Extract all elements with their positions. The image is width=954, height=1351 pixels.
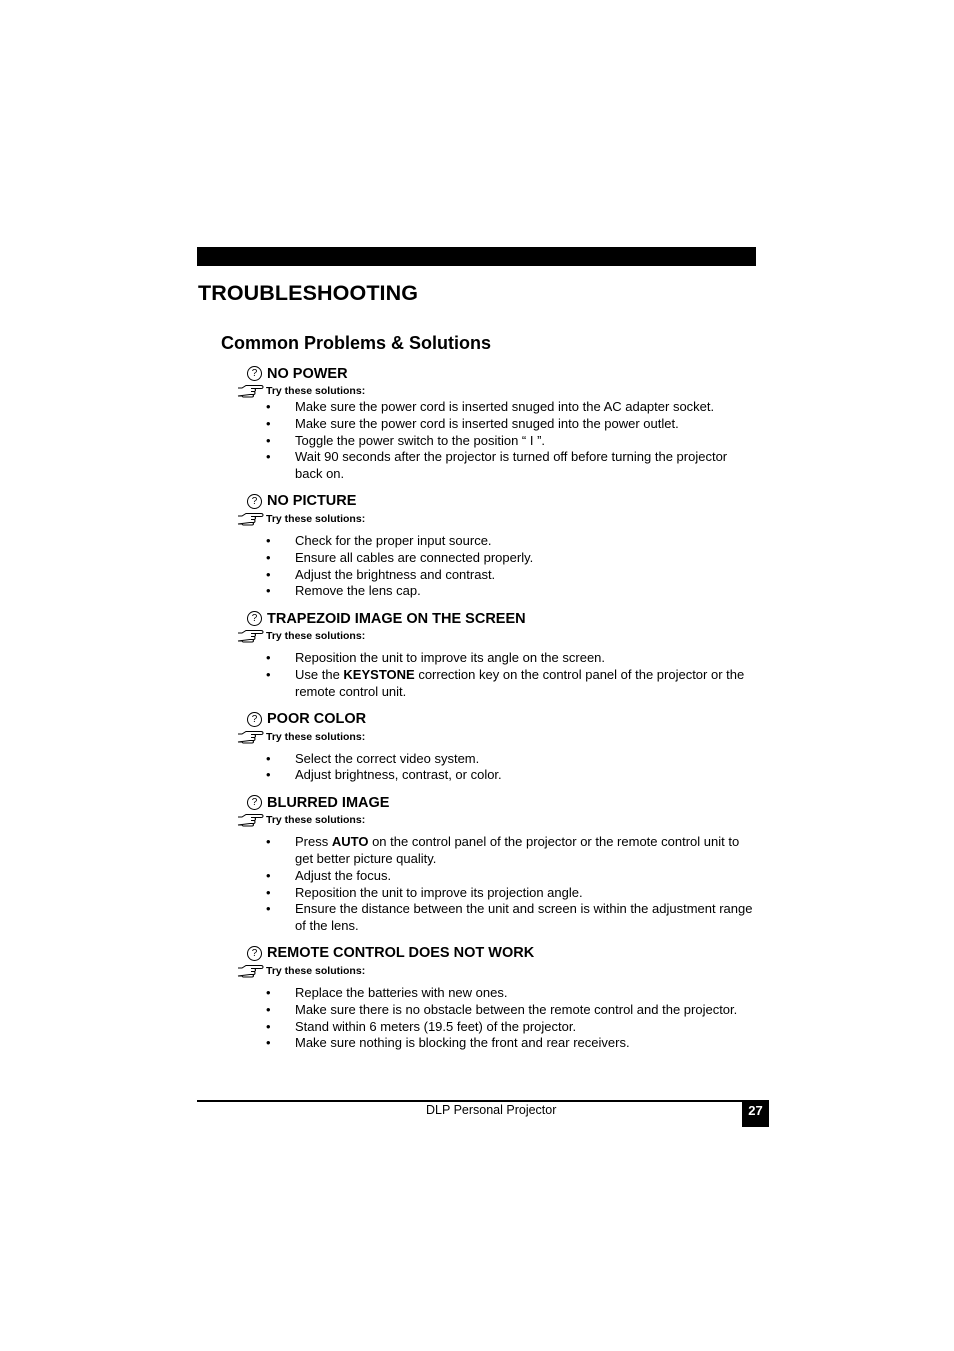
solution-text: Make sure the power cord is inserted snuged into the power outlet. xyxy=(295,415,679,431)
pointing-hand-icon xyxy=(237,629,264,643)
solution-text: Ensure all cables are connected properly. xyxy=(295,549,534,565)
pointing-hand-icon xyxy=(237,512,264,526)
solution-item xyxy=(237,433,757,450)
solution-item xyxy=(237,550,757,567)
solution-text: Reposition the unit to improve its angle on the screen. xyxy=(295,650,606,666)
problem-section xyxy=(237,364,767,483)
question-circle-icon: ? xyxy=(247,494,262,509)
problem-section xyxy=(237,492,767,600)
question-circle-icon: ? xyxy=(247,795,262,810)
solution-text: Stand within 6 meters (19.5 feet) of the projector. xyxy=(295,1018,577,1034)
solution-keyword: KEYSTONE xyxy=(343,666,415,682)
header-bar xyxy=(197,247,756,266)
solution-text: Toggle the power switch to the position “ I ”. xyxy=(295,432,546,448)
try-solutions-row xyxy=(237,963,767,979)
footer-rule xyxy=(197,1100,769,1102)
solution-text: Make sure there is no obstacle between the remote control and the projector. xyxy=(295,1001,738,1017)
try-solutions-label: Try these solutions: xyxy=(266,730,366,743)
try-solutions-label: Try these solutions: xyxy=(266,630,366,643)
problem-title: POOR COLOR xyxy=(267,711,367,728)
try-solutions-label: Try these solutions: xyxy=(266,512,366,525)
problem-heading xyxy=(237,364,767,383)
problems-container xyxy=(237,364,767,1061)
solution-item xyxy=(237,985,757,1002)
problem-heading xyxy=(237,492,767,511)
solution-item xyxy=(237,767,757,784)
solution-item xyxy=(237,1035,757,1052)
problem-heading xyxy=(237,793,767,812)
problem-section xyxy=(237,793,767,935)
page-number: 27 xyxy=(742,1100,769,1127)
problem-title: NO POWER xyxy=(267,365,348,382)
solution-text: Select the correct video system. xyxy=(295,750,480,766)
solution-text: Adjust brightness, contrast, or color. xyxy=(295,767,502,783)
problem-title: REMOTE CONTROL DOES NOT WORK xyxy=(267,945,535,962)
footer-product-name: DLP Personal Projector xyxy=(426,1103,557,1117)
solution-text: Adjust the focus. xyxy=(295,867,392,883)
solution-item xyxy=(237,834,757,868)
solution-item xyxy=(237,399,757,416)
question-circle-icon: ? xyxy=(247,366,262,381)
solution-text: on the control panel of the projector or the remote control unit to get better picture quality. xyxy=(295,834,740,866)
solution-item xyxy=(237,1019,757,1036)
problem-heading xyxy=(237,710,767,729)
solution-item xyxy=(237,885,757,902)
pointing-hand-icon xyxy=(237,384,264,398)
problem-section xyxy=(237,944,767,1052)
solution-item xyxy=(237,533,757,550)
question-circle-icon: ? xyxy=(247,611,262,626)
try-solutions-label: Try these solutions: xyxy=(266,814,366,827)
problem-heading xyxy=(237,609,767,628)
try-solutions-row xyxy=(237,812,767,828)
solution-list xyxy=(237,751,767,785)
problem-title: BLURRED IMAGE xyxy=(267,794,390,811)
solution-list xyxy=(237,650,767,700)
solution-list xyxy=(237,399,767,483)
solution-item xyxy=(237,416,757,433)
page-title: TROUBLESHOOTING xyxy=(198,281,419,305)
problem-heading xyxy=(237,944,767,963)
try-solutions-row xyxy=(237,383,767,399)
solution-text: Ensure the distance between the unit and screen is within the adjustment range of the lens. xyxy=(295,901,753,934)
solution-item xyxy=(237,751,757,768)
solution-text: Remove the lens cap. xyxy=(295,583,421,599)
solution-list xyxy=(237,834,767,935)
solution-item xyxy=(237,583,757,600)
solution-item xyxy=(237,1002,757,1019)
solution-keyword: AUTO xyxy=(331,834,369,850)
try-solutions-row xyxy=(237,628,767,644)
pointing-hand-icon xyxy=(237,813,264,827)
solution-text: Wait 90 seconds after the projector is turned off before turning the projector back on. xyxy=(295,449,728,482)
pointing-hand-icon xyxy=(237,964,264,978)
try-solutions-label: Try these solutions: xyxy=(266,964,366,977)
solution-item xyxy=(237,901,757,935)
section-title: Common Problems & Solutions xyxy=(221,333,492,353)
solution-item xyxy=(237,449,757,483)
solution-text: Use the xyxy=(295,666,344,682)
solution-text: Reposition the unit to improve its projection angle. xyxy=(295,884,583,900)
solution-text: Press xyxy=(295,834,332,850)
question-circle-icon: ? xyxy=(247,712,262,727)
solution-item xyxy=(237,567,757,584)
try-solutions-row xyxy=(237,729,767,745)
try-solutions-label: Try these solutions: xyxy=(266,385,366,397)
try-solutions-row xyxy=(237,511,767,527)
solution-text: Replace the batteries with new ones. xyxy=(295,984,508,1000)
solution-list xyxy=(237,985,767,1052)
problem-section xyxy=(237,710,767,785)
solution-list xyxy=(237,533,767,600)
solution-text: Check for the proper input source. xyxy=(295,532,492,548)
solution-item xyxy=(237,667,757,701)
problem-section xyxy=(237,609,767,700)
question-circle-icon: ? xyxy=(247,946,262,961)
solution-text: Make sure nothing is blocking the front and rear receivers. xyxy=(295,1035,630,1051)
solution-text: correction key on the control panel of the projector or the remote control unit. xyxy=(295,666,745,699)
solution-item xyxy=(237,650,757,667)
solution-text: Make sure the power cord is inserted snuged into the AC adapter socket. xyxy=(295,399,715,414)
pointing-hand-icon xyxy=(237,730,264,744)
solution-text: Adjust the brightness and contrast. xyxy=(295,566,496,582)
problem-title: NO PICTURE xyxy=(267,493,357,510)
solution-item xyxy=(237,868,757,885)
problem-title: TRAPEZOID IMAGE ON THE SCREEN xyxy=(267,610,526,627)
